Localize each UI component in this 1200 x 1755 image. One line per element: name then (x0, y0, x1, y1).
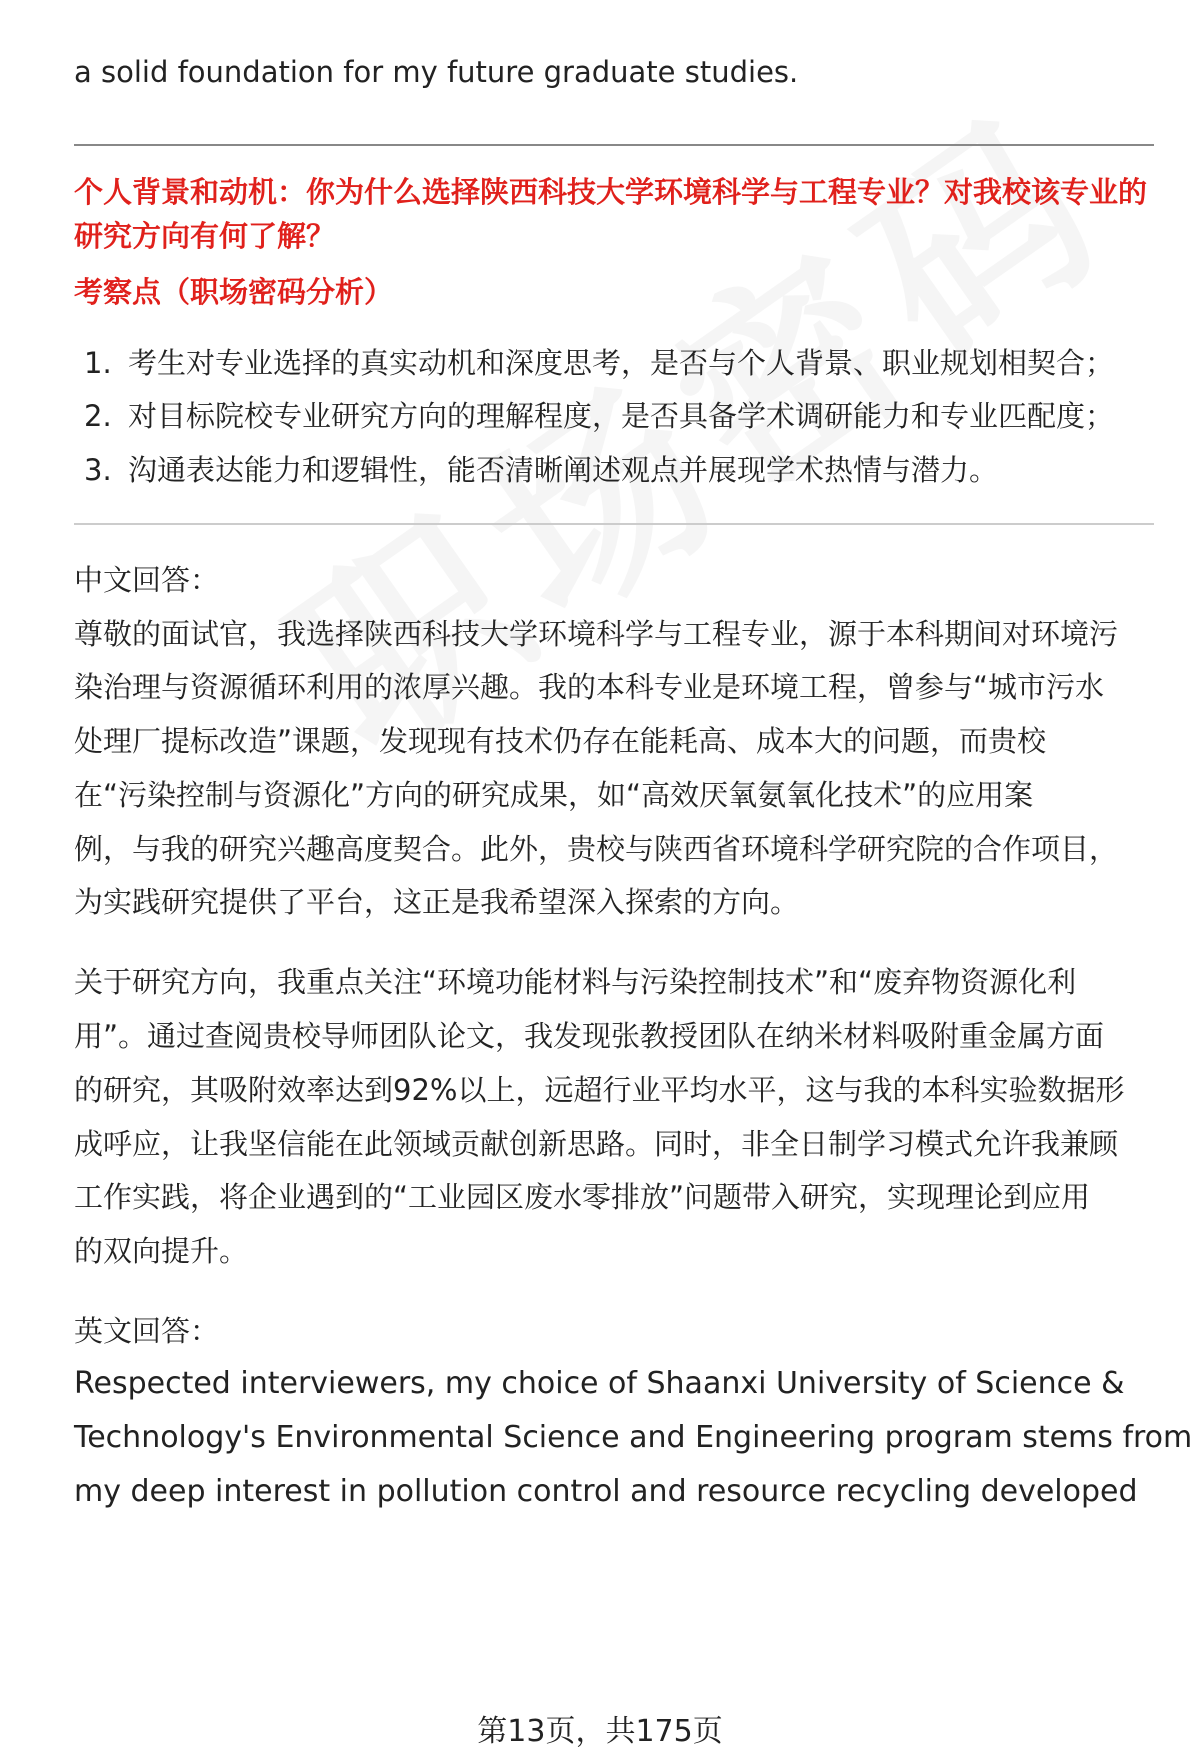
point-text: 考生对专业选择的真实动机和深度思考，是否与个人背景、职业规划相契合； (128, 346, 1115, 380)
divider-top (74, 144, 1154, 146)
point-number: 3. (84, 453, 112, 487)
point-text: 对目标院校专业研究方向的理解程度，是否具备学术调研能力和专业匹配度； (128, 399, 1115, 433)
paragraph-line: 尊敬的面试官，我选择陕西科技大学环境科学与工程专业，源于本科期间对环境污 (74, 617, 1119, 651)
assessment-point (84, 396, 1114, 436)
paragraph-line: 工作实践，将企业遇到的“工业园区废水零排放”问题带入研究，实现理论到应用 (74, 1180, 1091, 1214)
paragraph-line: 关于研究方向，我重点关注“环境功能材料与污染控制技术”和“废弃物资源化利 (74, 965, 1077, 999)
page-footer: 第13页，共175页 (477, 1714, 723, 1749)
english-line: Technology's Environmental Science and Engineering program stems from (74, 1420, 1193, 1455)
paragraph-line: 在“污染控制与资源化”方向的研究成果，如“高效厌氧氨氧化技术”的应用案 (74, 778, 1034, 812)
paragraph-line: 的研究，其吸附效率达到92%以上，远超行业平均水平，这与我的本科实验数据形 (74, 1073, 1125, 1107)
divider-middle (74, 523, 1154, 525)
assessment-point (84, 450, 998, 490)
point-number: 2. (84, 399, 112, 433)
question-title: 个人背景和动机：你为什么选择陕西科技大学环境科学与工程专业？对我校该专业的研究方向有何了解？ (74, 175, 1148, 253)
paragraph-line: 的双向提升。 (74, 1234, 249, 1268)
assessment-heading: 考察点（职场密码分析） (74, 275, 394, 309)
paragraph-line: 为实践研究提供了平台，这正是我希望深入探索的方向。 (74, 885, 800, 919)
paragraph-line: 例，与我的研究兴趣高度契合。此外，贵校与陕西省环境科学研究院的合作项目， (74, 832, 1119, 866)
point-text: 沟通表达能力和逻辑性，能否清晰阐述观点并展现学术热情与潜力。 (128, 453, 999, 487)
point-number: 1. (84, 346, 112, 380)
paragraph-line: 成呼应，让我坚信能在此领域贡献创新思路。同时，非全日制学习模式允许我兼顾 (74, 1127, 1119, 1161)
paragraph-line: 处理厂提标改造”课题，发现现有技术仍存在能耗高、成本大的问题，而贵校 (74, 724, 1047, 758)
paragraph-line: 用”。通过查阅贵校导师团队论文，我发现张教授团队在纳米材料吸附重金属方面 (74, 1019, 1105, 1053)
chinese-answer-label: 中文回答： (74, 563, 220, 597)
assessment-point (84, 343, 1114, 383)
continued-text: a solid foundation for my future graduate studies. (74, 55, 799, 89)
paragraph-line: 染治理与资源循环利用的浓厚兴趣。我的本科专业是环境工程，曾参与“城市污水 (74, 670, 1105, 704)
english-answer-label: 英文回答： (74, 1314, 220, 1348)
english-line: my deep interest in pollution control and resource recycling developed (74, 1474, 1138, 1509)
english-line: Respected interviewers, my choice of Shaanxi University of Science & (74, 1366, 1125, 1401)
